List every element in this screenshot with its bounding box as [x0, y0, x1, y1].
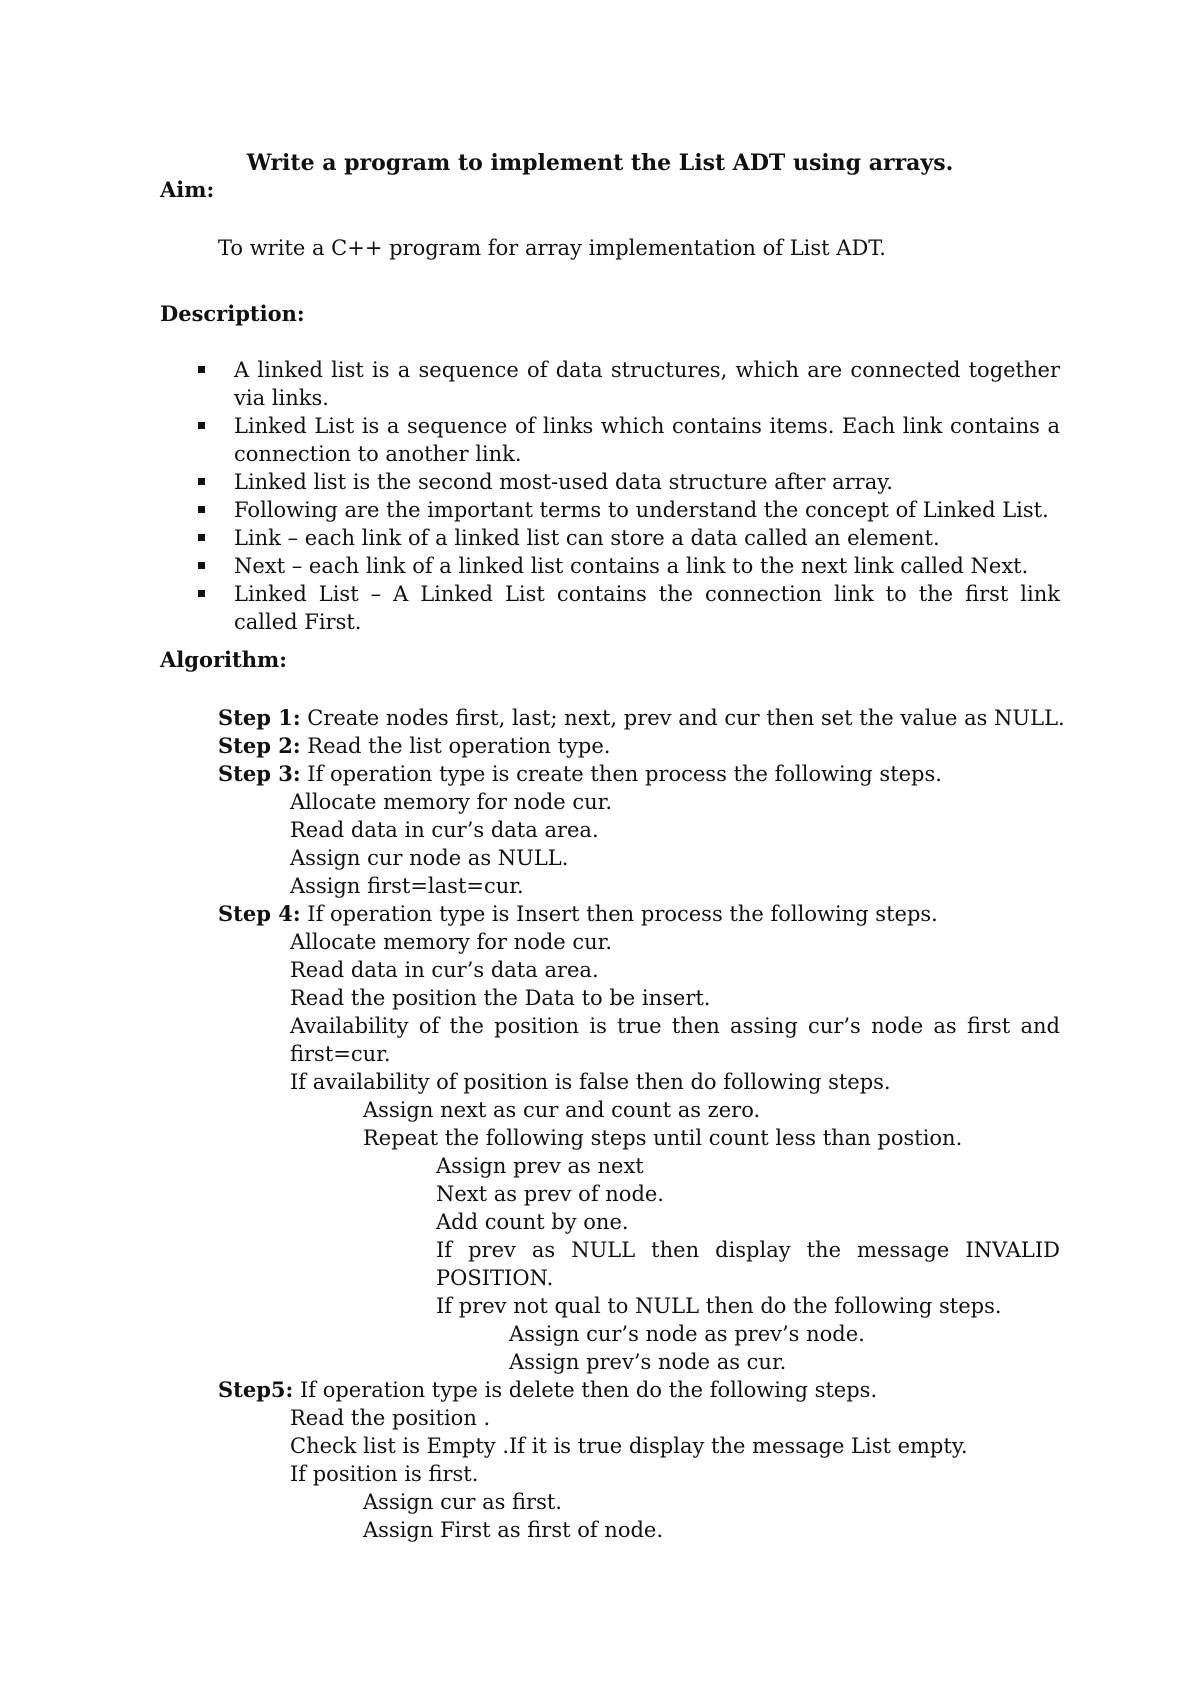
step-text: If operation type is Insert then process the following steps. — [300, 902, 938, 926]
step-5-line: If position is first. — [290, 1462, 479, 1486]
step-3-line: Read data in cur’s data area. — [290, 818, 599, 842]
step-4-line: first=cur. — [290, 1042, 391, 1066]
step-4-line: Add count by one. — [436, 1210, 629, 1234]
list-item — [160, 356, 1060, 412]
algorithm-heading: Algorithm: — [160, 647, 287, 672]
list-item — [160, 580, 1060, 636]
bullet-text: Linked List – A Linked List contains the connection link to the first link called First. — [234, 582, 1060, 634]
step-3-line: Allocate memory for node cur. — [290, 790, 613, 814]
step-text: Create nodes first, last; next, prev and cur then set the value as NULL. — [300, 706, 1065, 730]
bullet-text: Link – each link of a linked list can store a data called an element. — [234, 526, 940, 550]
step-4-line: POSITION. — [436, 1266, 554, 1290]
bullet-text: Next – each link of a linked list contains a link to the next link called Next. — [234, 554, 1029, 578]
square-bullet-icon — [198, 366, 205, 373]
step-4-line: If prev as NULL then display the message INVALID — [436, 1238, 1060, 1262]
aim-heading: Aim: — [160, 177, 215, 202]
list-item — [160, 468, 1060, 496]
algorithm-step-5 — [218, 1376, 877, 1404]
step-4-line: Read the position the Data to be insert. — [290, 986, 711, 1010]
square-bullet-icon — [198, 478, 205, 485]
description-bullet-list — [160, 356, 1060, 636]
step-text: If operation type is create then process the following steps. — [300, 762, 942, 786]
algorithm-step-3 — [218, 760, 942, 788]
algorithm-step-4 — [218, 900, 938, 928]
step-4-line: Assign prev’s node as cur. — [509, 1350, 787, 1374]
algorithm-step-1 — [218, 704, 1065, 732]
step-5-line: Assign cur as first. — [363, 1490, 562, 1514]
step-5-line: Assign First as first of node. — [363, 1518, 664, 1542]
step-3-line: Assign first=last=cur. — [290, 874, 524, 898]
step-5-line: Read the position . — [290, 1406, 491, 1430]
step-4-line: Next as prev of node. — [436, 1182, 664, 1206]
bullet-text: A linked list is a sequence of data structures, which are connected together via links. — [234, 358, 1060, 410]
step-4-line: Assign next as cur and count as zero. — [363, 1098, 761, 1122]
step-label: Step5: — [218, 1377, 294, 1402]
aim-text: To write a C++ program for array implementation of List ADT. — [218, 236, 886, 260]
step-text: Read the list operation type. — [300, 734, 611, 758]
step-5-line: Check list is Empty .If it is true display the message List empty. — [290, 1434, 968, 1458]
algorithm-step-2 — [218, 732, 610, 760]
step-4-line: If availability of position is false then do following steps. — [290, 1070, 891, 1094]
step-4-line: Availability of the position is true then assing cur’s node as first and — [290, 1014, 1060, 1038]
step-label: Step 3: — [218, 761, 301, 786]
step-4-line: Assign cur’s node as prev’s node. — [509, 1322, 865, 1346]
step-4-line: If prev not qual to NULL then do the following steps. — [436, 1294, 1002, 1318]
list-item — [160, 524, 1060, 552]
list-item — [160, 552, 1060, 580]
description-heading: Description: — [160, 301, 305, 326]
step-4-line: Allocate memory for node cur. — [290, 930, 613, 954]
step-4-line: Repeat the following steps until count less than postion. — [363, 1126, 963, 1150]
list-item — [160, 496, 1060, 524]
step-3-line: Assign cur node as NULL. — [290, 846, 569, 870]
square-bullet-icon — [198, 534, 205, 541]
step-4-line: Read data in cur’s data area. — [290, 958, 599, 982]
list-item — [160, 412, 1060, 468]
step-label: Step 1: — [218, 705, 301, 730]
bullet-text: Linked List is a sequence of links which contains items. Each link contains a connection to another link. — [234, 414, 1060, 466]
step-label: Step 4: — [218, 901, 301, 926]
bullet-text: Linked list is the second most-used data structure after array. — [234, 470, 893, 494]
square-bullet-icon — [198, 506, 205, 513]
step-text: If operation type is delete then do the following steps. — [293, 1378, 878, 1402]
step-label: Step 2: — [218, 733, 301, 758]
square-bullet-icon — [198, 422, 205, 429]
page-title: Write a program to implement the List ADT using arrays. — [246, 150, 954, 176]
square-bullet-icon — [198, 562, 205, 569]
bullet-text: Following are the important terms to understand the concept of Linked List. — [234, 498, 1049, 522]
step-4-line: Assign prev as next — [436, 1154, 644, 1178]
square-bullet-icon — [198, 590, 205, 597]
